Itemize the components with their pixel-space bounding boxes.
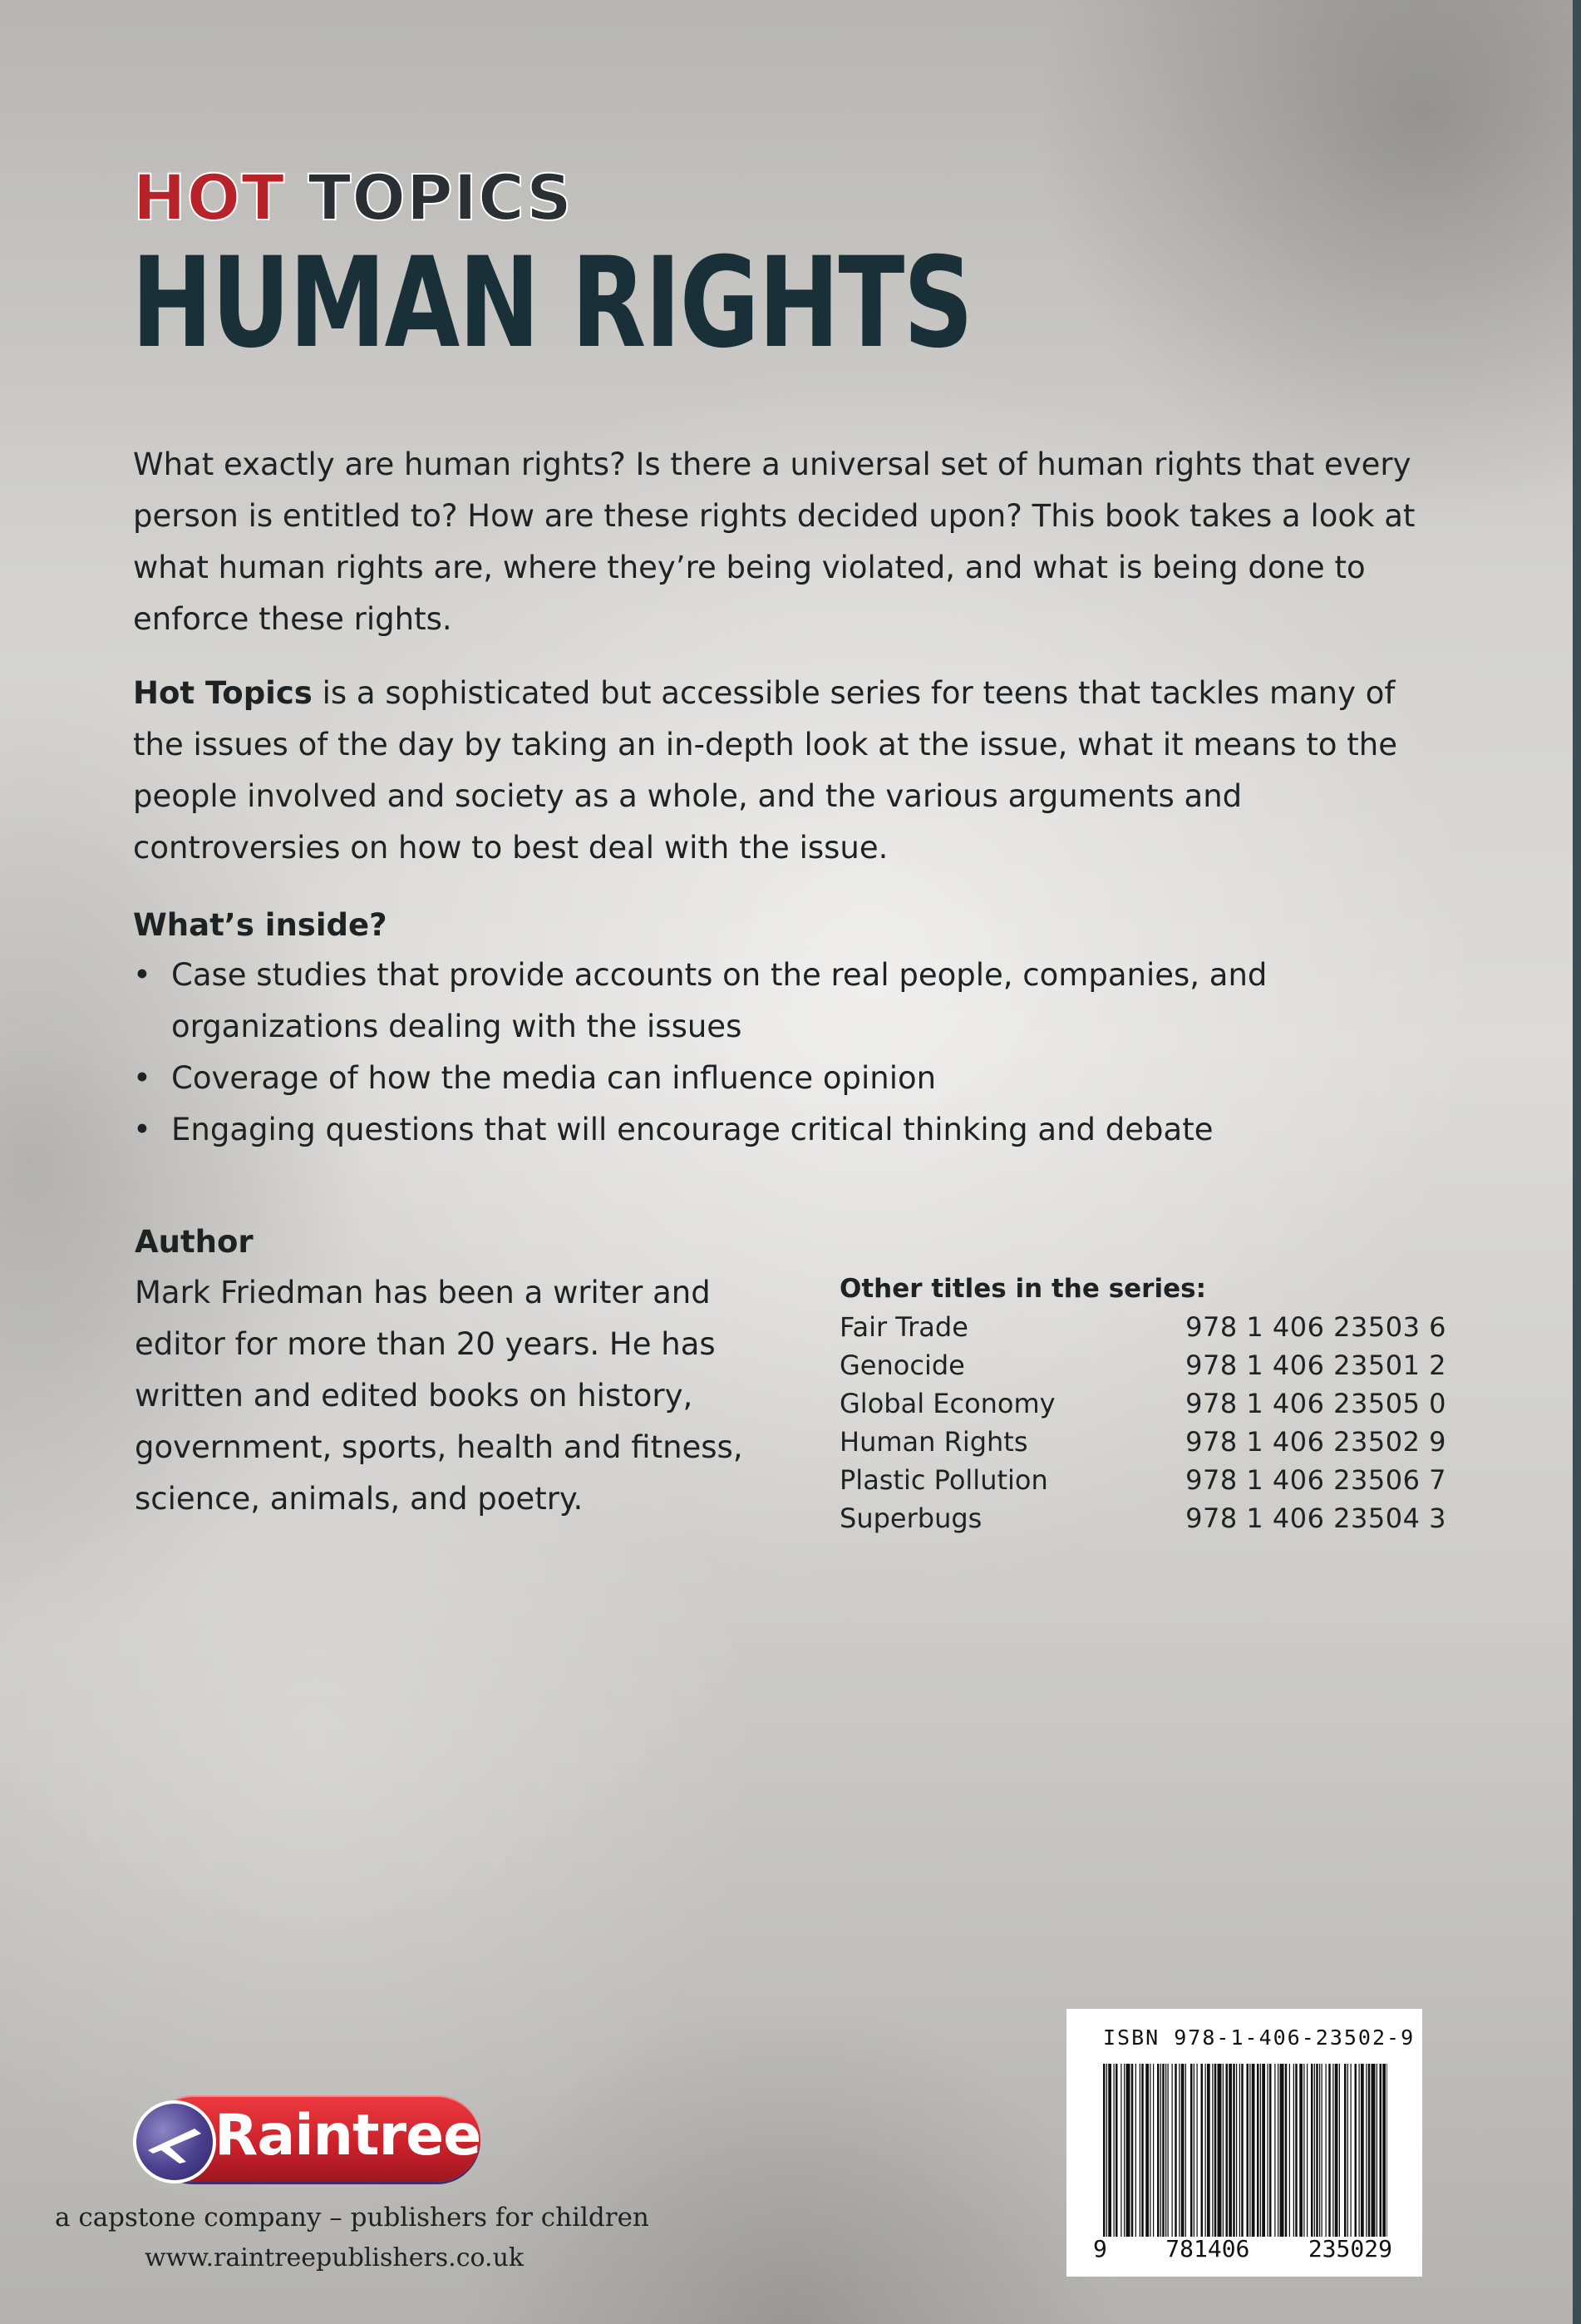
title-name: Superbugs [840,1502,983,1534]
barcode-bar [1197,2064,1198,2237]
title-row [840,1423,1446,1461]
barcode-bar [1316,2064,1318,2237]
title-row [840,1384,1446,1423]
barcode-bar [1339,2064,1340,2237]
barcode-bar [1247,2064,1249,2237]
author-heading: Author [135,1224,254,1260]
barcode-bar [1233,2064,1235,2237]
barcode-panel [1066,2009,1422,2277]
series-hot: HOT [133,160,286,234]
barcode-bar [1168,2064,1169,2237]
barcode-bar [1190,2064,1193,2237]
plane-icon [136,2104,213,2180]
series-topics: TOPICS [308,160,573,234]
raintree-logo [133,2089,482,2187]
barcode-bar [1145,2064,1149,2237]
barcode-bar [1257,2064,1259,2237]
bullet-icon: • [133,1060,151,1096]
barcode-bar [1120,2064,1121,2237]
barcode-bar [1280,2064,1284,2237]
barcode-bar [1172,2064,1173,2237]
other-titles-heading: Other titles in the series: [840,1274,1206,1304]
barcode-bar [1241,2064,1244,2237]
barcode-bar [1223,2064,1224,2237]
intro-paragraph: What exactly are human rights? Is there a universal set of human rights that every person is entitled to? How are these rights decided upon? This book takes a look at what human rights are, where they’re being violated, and what is being done to enforce these rights. [133,447,1416,637]
title-name: Global Economy [840,1388,1056,1419]
spine-edge [1573,0,1581,2324]
title-isbn: 978 1 406 23505 0 [1185,1388,1446,1419]
barcode-digit-group: 781406 [1165,2235,1250,2262]
barcode-bar [1229,2064,1232,2237]
publisher-website: www.raintreepublishers.co.uk [145,2243,525,2272]
barcode-bar [1106,2064,1107,2237]
barcode-bar [1366,2064,1367,2237]
barcode-bar [1179,2064,1180,2237]
title-row [840,1308,1446,1346]
barcode-bar [1162,2064,1165,2237]
barcode-bar [1252,2064,1255,2237]
barcode-bar [1289,2064,1290,2237]
barcode-bar [1205,2064,1206,2237]
barcode-bar [1335,2064,1338,2237]
whats-inside-heading: What’s inside? [133,907,387,943]
series-description [133,668,1446,874]
barcode-bar [1326,2064,1327,2237]
barcode-bar [1355,2064,1357,2237]
barcode-bar [1141,2064,1144,2237]
barcode-bar [1293,2064,1294,2237]
barcode-bar [1269,2064,1272,2237]
barcode-bar [1214,2064,1217,2237]
barcode-bar [1165,2064,1166,2237]
barcode-bar [1328,2064,1331,2237]
series-name [133,160,573,234]
barcode-bar [1372,2064,1376,2237]
barcode-bar [1114,2064,1115,2237]
swoosh-icon [133,2100,216,2183]
barcode-image [1103,2064,1387,2237]
title-row [840,1461,1446,1499]
barcode-bar [1157,2064,1160,2237]
barcode-bar [1361,2064,1364,2237]
title-isbn: 978 1 406 23501 2 [1185,1349,1446,1381]
barcode-bar [1382,2064,1386,2237]
barcode-bar [1260,2064,1261,2237]
list-item [133,950,1463,1053]
barcode-bar [1351,2064,1352,2237]
barcode-bar [1236,2064,1237,2237]
barcode-bar [1332,2064,1333,2237]
barcode-bar [1218,2064,1222,2237]
barcode-bar [1175,2064,1177,2237]
whats-inside-list [133,950,1463,1156]
logo-text: Raintree [214,2103,481,2169]
book-title: HUMAN RIGHTS [131,231,973,376]
barcode-bar [1212,2064,1213,2237]
barcode-bar [1153,2064,1154,2237]
title-isbn: 978 1 406 23502 9 [1185,1426,1446,1458]
barcode-bar [1380,2064,1382,2237]
list-item-text: Coverage of how the media can influence opinion [171,1060,937,1096]
barcode-bar [1181,2064,1185,2237]
barcode-bar [1368,2064,1371,2237]
title-name: Human Rights [840,1426,1028,1458]
barcode-bar [1314,2064,1315,2237]
barcode-bar [1295,2064,1298,2237]
barcode-digits [1093,2235,1392,2262]
barcode-digit-group: 9 [1093,2235,1107,2262]
barcode-bar [1239,2064,1240,2237]
title-name: Plastic Pollution [840,1464,1048,1496]
title-isbn: 978 1 406 23503 6 [1185,1311,1446,1343]
barcode-bar [1131,2064,1134,2237]
title-isbn: 978 1 406 23506 7 [1185,1464,1446,1496]
bullet-icon: • [133,1112,151,1147]
list-item-text: Case studies that provide accounts on the real people, companies, and organizations dealing with the issues [171,957,1268,1044]
barcode-bar [1226,2064,1229,2237]
barcode-bar [1347,2064,1348,2237]
title-name: Genocide [840,1349,965,1381]
barcode-bar [1160,2064,1161,2237]
barcode-bar [1303,2064,1304,2237]
title-name: Fair Trade [840,1311,968,1343]
list-item-text: Engaging questions that will encourage critical thinking and debate [171,1112,1214,1147]
barcode-bar [1307,2064,1308,2237]
barcode-digit-group: 235029 [1308,2235,1392,2262]
barcode-bar [1116,2064,1118,2237]
barcode-bar [1201,2064,1204,2237]
barcode-bar [1207,2064,1210,2237]
barcode-bar [1124,2064,1125,2237]
title-row [840,1499,1446,1537]
list-item [133,1053,1463,1104]
barcode-bar [1285,2064,1288,2237]
barcode-bar [1126,2064,1130,2237]
barcode-bar [1249,2064,1250,2237]
bullet-icon: • [133,957,151,993]
other-titles-list [840,1270,1446,1537]
barcode-bar [1262,2064,1265,2237]
publisher-tagline: a capstone company – publishers for children [55,2203,649,2233]
isbn-label: ISBN 978-1-406-23502-9 [1103,2025,1416,2050]
barcode-bar [1386,2064,1387,2237]
barcode-bar [1274,2064,1275,2237]
title-row [840,1346,1446,1384]
series-strong: Hot Topics [133,675,313,711]
title-isbn: 978 1 406 23504 3 [1185,1502,1446,1534]
barcode-bar [1185,2064,1186,2237]
barcode-bar [1359,2064,1360,2237]
barcode-bar [1135,2064,1136,2237]
barcode-bar [1344,2064,1347,2237]
list-item [133,1104,1463,1156]
barcode-bar [1108,2064,1111,2237]
barcode-bar [1311,2064,1313,2237]
barcode-bar [1103,2064,1106,2237]
barcode-bar [1299,2064,1303,2237]
author-bio: Mark Friedman has been a writer and editor for more than 20 years. He has written and edited books on history, government, sports, health and fitness, science, animals, and poetry. [135,1275,743,1517]
series-description-text: is a sophisticated but accessible series for teens that tackles many of the issues of the day by taking an in-depth look at the issue, what it means to the people involved and society as a whole, and the various arguments and controversies on how to best deal with the issue. [133,675,1397,866]
barcode-bar [1319,2064,1320,2237]
